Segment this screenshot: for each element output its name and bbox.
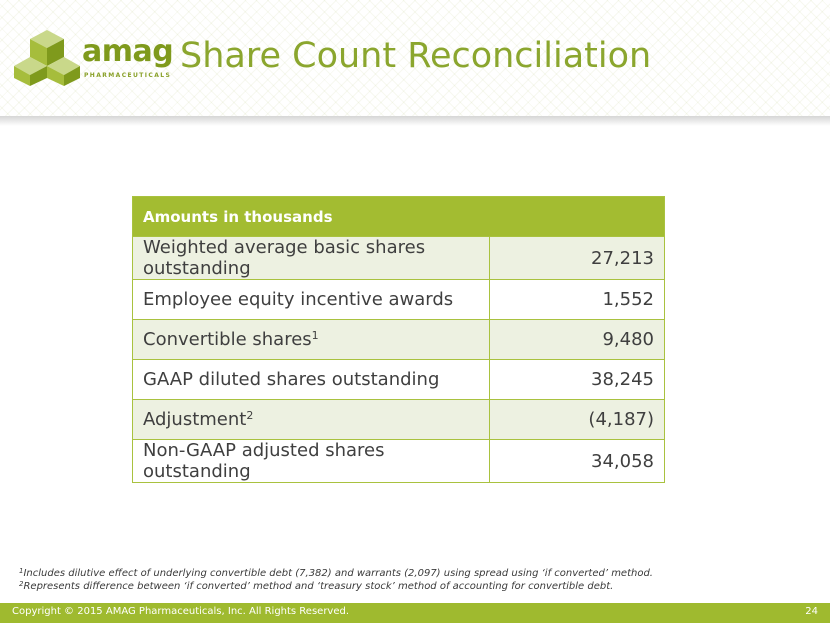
company-logo <box>14 28 184 92</box>
header-shadow <box>0 116 830 126</box>
row-value: 27,213 <box>490 237 665 280</box>
footnote-marker: 2 <box>246 409 254 422</box>
footnotes <box>19 567 799 593</box>
row-value: 9,480 <box>490 320 665 360</box>
table-row <box>133 360 665 400</box>
row-value: 34,058 <box>490 440 665 483</box>
footnote-1: $^1$Includes dilutive effect of underlying convertible debt (7,382) and warrants (2,097) using spread using ‘if converted’ method. <box>19 567 653 579</box>
table-row <box>133 400 665 440</box>
page-title: Share Count Reconciliation <box>180 36 652 76</box>
logo-cube-icon <box>14 28 80 88</box>
footer-bar <box>0 603 830 623</box>
row-label: GAAP diluted shares outstanding <box>133 360 490 400</box>
logo-subtitle: PHARMACEUTICALS <box>84 72 172 79</box>
row-value: 38,245 <box>490 360 665 400</box>
row-label: Adjustment$^2$ <box>133 400 490 440</box>
copyright-text: Copyright © 2015 AMAG Pharmaceuticals, Inc. All Rights Reserved. <box>12 606 350 617</box>
table-row <box>133 440 665 483</box>
row-value: (4,187) <box>490 400 665 440</box>
table-row <box>133 280 665 320</box>
footnote-marker: 1 <box>311 329 319 342</box>
table-header-row <box>133 197 665 237</box>
share-count-table <box>132 196 665 483</box>
table-row <box>133 320 665 360</box>
row-label: Non-GAAP adjusted shares outstanding <box>133 440 490 483</box>
row-label: Employee equity incentive awards <box>133 280 490 320</box>
page-number: 24 <box>805 606 818 617</box>
row-value: 1,552 <box>490 280 665 320</box>
row-label: Convertible shares$^1$ <box>133 320 490 360</box>
table-header-label: Amounts in thousands <box>133 197 665 237</box>
footnote-2: $^2$Represents difference between ‘if converted’ method and ‘treasury stock’ method of accounting for convertible debt. <box>19 580 614 592</box>
row-label: Weighted average basic shares outstanding <box>133 237 490 280</box>
table-row <box>133 237 665 280</box>
logo-wordmark: amag <box>82 34 174 69</box>
